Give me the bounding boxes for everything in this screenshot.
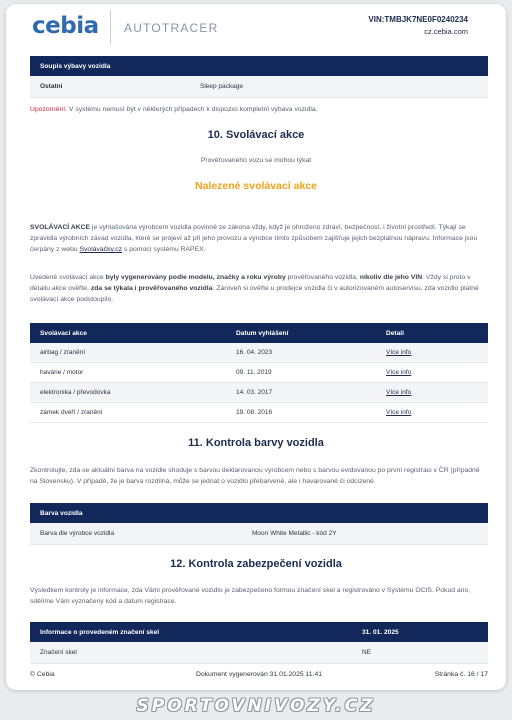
report-header bbox=[6, 4, 506, 50]
table-row bbox=[30, 363, 488, 383]
recalls-subtitle: Prověřovaného vozu se mohou týkat bbox=[200, 157, 312, 164]
section-heading-recalls: 10. Svolávací akce bbox=[207, 129, 305, 141]
recall-name: airbag / zranění bbox=[40, 349, 86, 356]
recalls-p1-text: je vyhlašována výrobcem vozidla povinně ze zákona vždy, když je ohroženo zdraví, bezpečnost, i životní prostředí. Týkají se zpravidla výrobních závad vozidla, které se projeví až při jeho provozu a výrobce tímto způsobem zajišťuje jejich bezplatnou nápravu. Informace jsou čerpány z webu bbox=[30, 224, 478, 254]
equipment-table bbox=[30, 56, 488, 98]
security-table-date: 31. 01. 2025 bbox=[362, 628, 399, 636]
recalls-p2-bold2: nikoliv dle jeho VIN bbox=[359, 274, 423, 281]
table-row bbox=[30, 642, 488, 664]
table-row bbox=[30, 383, 488, 403]
table-row bbox=[30, 403, 488, 423]
security-table-title: Informace o provedeném značení skel bbox=[40, 628, 160, 636]
recalls-paragraph-2 bbox=[30, 272, 488, 306]
recall-date: 09. 11. 2019 bbox=[236, 369, 272, 376]
footer-copyright: © Cebia bbox=[30, 671, 55, 678]
color-paragraph: Zkontrolujte, zda se aktuální barva na vozidle shoduje s barvou deklarovanou výrobcem nebo s barvou evidovanou po první registraci v ČR (případně na Slovensku). V případě, že je barva rozdílná, může se jednat o vozidlo přebarvené, ale i havarované či odcizené. bbox=[30, 467, 480, 486]
warning-label: Upozornění: bbox=[30, 106, 68, 113]
watermark-banner bbox=[0, 690, 512, 720]
footer-generated: Dokument vygenerován 31.01.2025 11:41 bbox=[195, 671, 323, 678]
col-header-recall: Svolávací akce bbox=[40, 329, 87, 337]
found-recalls-heading: Nalezené svolávací akce bbox=[194, 180, 317, 192]
recalls-p1-end: s pomocí systému RAPEX. bbox=[122, 246, 206, 254]
recalls-table bbox=[30, 323, 488, 423]
cebia-logo: cebia bbox=[32, 13, 99, 39]
recall-name: zámek dveří / zranění bbox=[40, 409, 103, 416]
equipment-item: Sleep package bbox=[200, 83, 244, 90]
header-divider bbox=[110, 10, 111, 44]
recall-detail-link[interactable]: Více info bbox=[386, 409, 412, 416]
equipment-group: Ostatní bbox=[40, 83, 63, 90]
recalls-table-header bbox=[30, 323, 488, 343]
security-table bbox=[30, 622, 488, 664]
recalls-term: SVOLÁVACÍ AKCE bbox=[30, 224, 91, 231]
recall-detail-link[interactable]: Více info bbox=[386, 369, 412, 376]
svolavacky-link[interactable]: Svolávačky.cz bbox=[79, 246, 123, 254]
section-heading-security: 12. Kontrola zabezpečení vozidla bbox=[170, 558, 342, 570]
col-header-date: Datum vyhlášení bbox=[236, 329, 289, 337]
recalls-p2-bold1: byly vygenerovány podle modelu, značky a roku výroby bbox=[105, 274, 286, 281]
recall-date: 16. 04. 2023 bbox=[236, 349, 273, 356]
recall-date: 14. 03. 2017 bbox=[236, 389, 273, 396]
equipment-table-title: Soupis výbavy vozidla bbox=[30, 56, 488, 76]
color-row-label: Barva dle výrobce vozidla bbox=[40, 530, 115, 537]
color-row-value: Moon White Metallic - kód 2Y bbox=[252, 530, 337, 537]
recalls-p2-a: Uvedené svolávací akce bbox=[30, 274, 106, 281]
color-table-title: Barva vozidla bbox=[30, 503, 488, 523]
recalls-p2-c: . Vždy si proto v detailu akce ověřte, bbox=[30, 274, 471, 293]
table-row bbox=[30, 343, 488, 363]
security-paragraph: Výsledkem kontroly je informace, zda Vámi prověřované vozidlo je zabezpečeno formou značení skel a registrováno v Systému OCIS. Pokud ano, sdělíme Vám vyznačený kód a datum registrace. bbox=[30, 587, 471, 606]
recall-detail-link[interactable]: Více info bbox=[386, 349, 412, 356]
section-heading-color: 11. Kontrola barvy vozidla bbox=[188, 437, 324, 449]
vin-label: VIN:TMBJK7NE0F0240234 bbox=[368, 15, 468, 24]
color-table bbox=[30, 503, 488, 545]
recall-detail-link[interactable]: Více info bbox=[386, 389, 412, 396]
warning-text: V systému nemusí být v některých případech k dispozici kompletní výbava vozidla. bbox=[67, 106, 318, 113]
recalls-p2-d: . Zároveň si ověřte u prodejce vozidla či v autorizovaném autoservisu, zda vozidlo platné svolávací akce podstoupilo. bbox=[30, 285, 479, 304]
recalls-p2-bold3: zda se týkala i prověřovaného vozidla bbox=[90, 285, 213, 293]
site-url: cz.cebia.com bbox=[424, 27, 468, 36]
page-footer bbox=[30, 671, 488, 683]
table-row bbox=[30, 76, 488, 98]
security-row-label: Značení skel bbox=[40, 649, 77, 656]
report-page bbox=[6, 4, 506, 690]
recall-date: 19. 08. 2016 bbox=[236, 409, 273, 416]
recall-name: elektronika / převodovka bbox=[40, 389, 111, 396]
col-header-detail: Detail bbox=[386, 329, 404, 337]
watermark-text: SPORTOVNIVOZY.CZ bbox=[136, 696, 376, 716]
recall-name: havárie / motor bbox=[40, 369, 84, 376]
recalls-paragraph-1 bbox=[30, 222, 488, 256]
recalls-p2-b: prověřovaného vozidla, bbox=[285, 274, 360, 281]
security-table-header bbox=[30, 622, 488, 642]
product-name: AUTOTRACER bbox=[124, 21, 219, 35]
equipment-warning bbox=[30, 104, 488, 115]
footer-page-number: Stránka č. 16 / 17 bbox=[434, 671, 488, 678]
security-row-value: NE bbox=[362, 649, 372, 656]
table-row bbox=[30, 523, 488, 545]
